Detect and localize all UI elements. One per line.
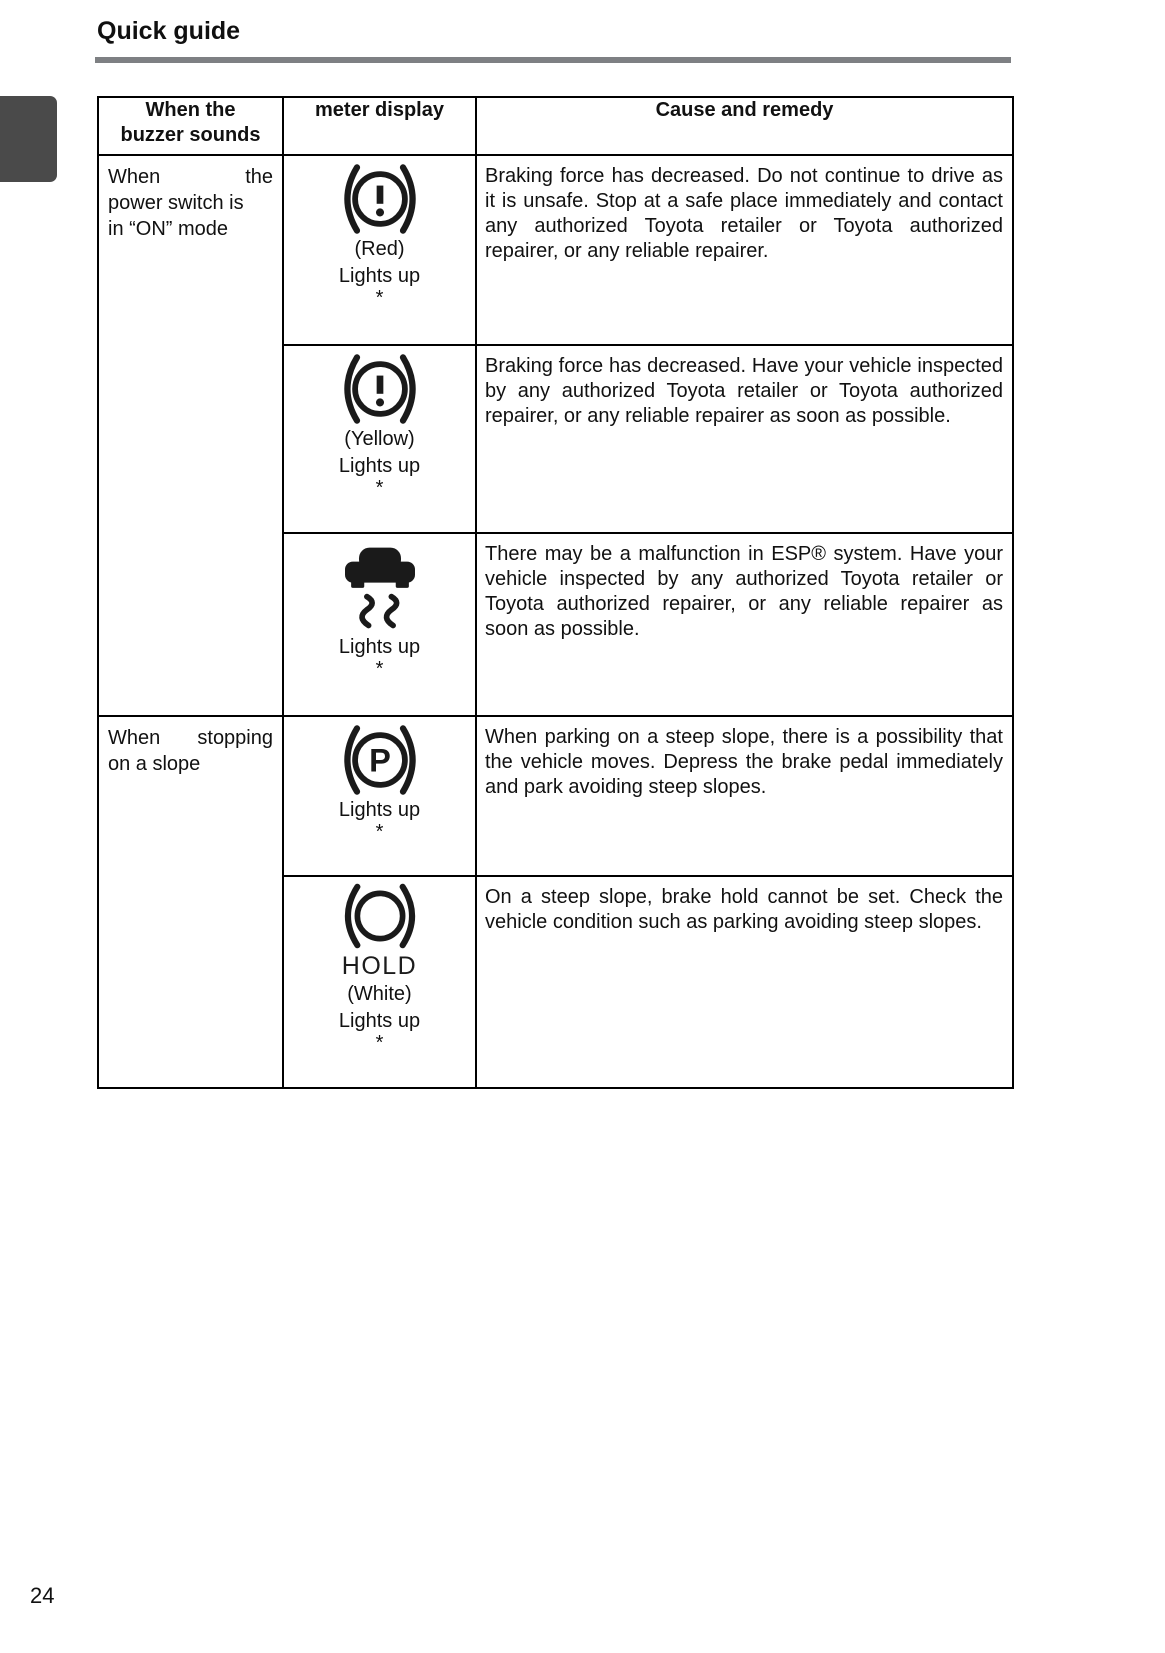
lights-up-label: Lights up: [338, 636, 421, 658]
cause-remedy-cell: There may be a malfunction in ESP® system. Have your vehicle inspected by any authorized Toyota retailer or Toyota authorized repairer, or any reliable repairer as soon as possible.: [476, 533, 1013, 716]
meter-display-cell: [283, 716, 476, 876]
footnote-asterisk: *: [375, 477, 384, 499]
page-number: 24: [30, 1583, 55, 1608]
table-row: [98, 155, 1013, 345]
meter-display-cell: [283, 876, 476, 1088]
condition-line: power switch is: [108, 192, 244, 214]
lights-up-label: Lights up: [338, 799, 421, 821]
parking-brake-icon: [334, 723, 426, 797]
footnote-asterisk: *: [375, 1032, 384, 1054]
meter-display-cell: [283, 533, 476, 716]
condition-line: on a slope: [108, 753, 201, 775]
lights-up-label: Lights up: [338, 265, 421, 287]
footnote-asterisk: *: [375, 287, 384, 309]
cause-remedy-cell: When parking on a steep slope, there is a possibility that the vehicle moves. Depress the brake pedal immediately and park avoiding steep slopes.: [476, 716, 1013, 876]
col-header-buzzer-sounds: [98, 97, 283, 155]
condition-line: in “ON” mode: [108, 218, 229, 240]
cause-remedy-cell: Braking force has decreased. Have your vehicle inspected by any authorized Toyota retailer or Toyota authorized repairer, or any reliable repairer as soon as possible.: [476, 345, 1013, 533]
col-header-buzzer-line2: buzzer sounds: [120, 124, 261, 146]
condition-line: When stopping: [108, 727, 273, 749]
brake-hold-icon: [334, 883, 426, 949]
table-header-row: [98, 97, 1013, 155]
slip-indicator-icon: [338, 540, 422, 634]
col-header-cause-remedy: Cause and remedy: [476, 97, 1013, 155]
title-rule: [95, 57, 1011, 63]
condition-cell-stopping-on-slope: [98, 716, 283, 1088]
condition-line: When the: [108, 166, 273, 188]
color-label: (White): [347, 983, 412, 1005]
table-row: [98, 716, 1013, 876]
footnote-asterisk: *: [375, 821, 384, 843]
meter-display-cell: [283, 345, 476, 533]
section-edge-tab: [0, 96, 57, 182]
brake-warning-icon: [334, 162, 426, 236]
meter-display-cell: [283, 155, 476, 345]
footnote-asterisk: *: [375, 658, 384, 680]
hold-label: HOLD: [341, 952, 418, 980]
lights-up-label: Lights up: [338, 455, 421, 477]
lights-up-label: Lights up: [338, 1010, 421, 1032]
cause-remedy-cell: Braking force has decreased. Do not continue to drive as it is unsafe. Stop at a safe place immediately and contact any authorized Toyota retailer or Toyota authorized repairer, or any reliable repairer.: [476, 155, 1013, 345]
col-header-meter-display: meter display: [283, 97, 476, 155]
warning-table: [97, 96, 1014, 1089]
color-label: (Yellow): [344, 428, 415, 450]
page-title: Quick guide: [97, 17, 241, 45]
brake-warning-icon: [334, 352, 426, 426]
col-header-buzzer-line1: When the: [145, 99, 236, 121]
condition-cell-power-switch-on: [98, 155, 283, 716]
cause-remedy-cell: On a steep slope, brake hold cannot be set. Check the vehicle condition such as parking avoiding steep slopes.: [476, 876, 1013, 1088]
color-label: (Red): [354, 238, 405, 260]
parking-letter: P: [368, 742, 391, 779]
